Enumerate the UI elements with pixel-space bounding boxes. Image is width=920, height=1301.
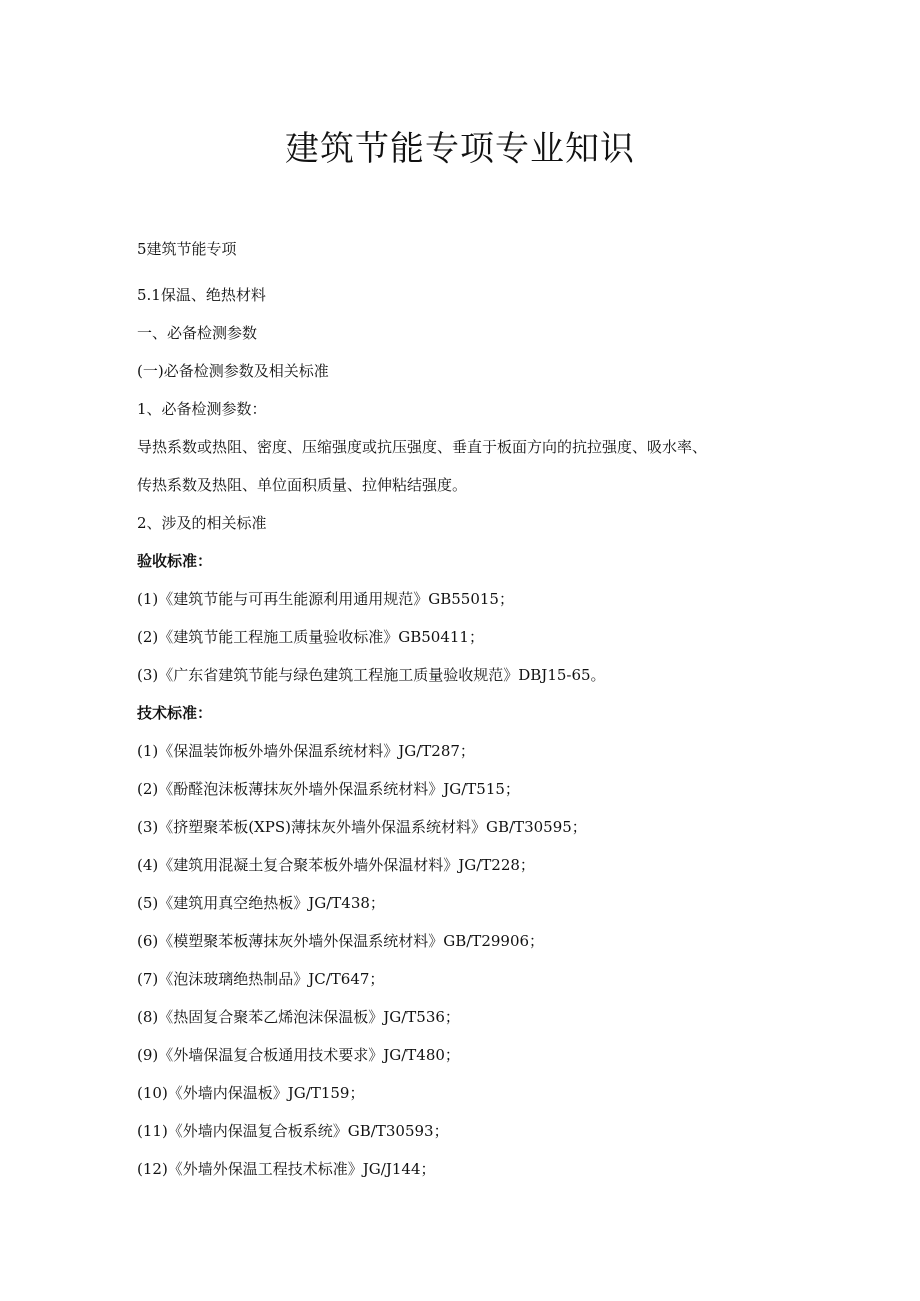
parameters-text-line-1: 导热系数或热阻、密度、压缩强度或抗压强度、垂直于板面方向的抗拉强度、吸水率、 bbox=[137, 438, 708, 456]
technical-standard-item: (2)《酚醛泡沫板薄抹灰外墙外保温系统材料》JG/T515； bbox=[137, 780, 520, 798]
technical-standard-item: (10)《外墙内保温板》JG/T159； bbox=[137, 1084, 365, 1102]
technical-standard-item: (9)《外墙保温复合板通用技术要求》JG/T480； bbox=[137, 1046, 460, 1064]
technical-standard-item: (12)《外墙外保温工程技术标准》JG/J144； bbox=[137, 1160, 436, 1178]
subsection-heading: 5.1保温、绝热材料 bbox=[137, 286, 266, 304]
acceptance-standard-item: (3)《广东省建筑节能与绿色建筑工程施工质量验收规范》DBJ15-65。 bbox=[137, 666, 606, 684]
part-heading: 一、必备检测参数 bbox=[137, 324, 258, 342]
technical-standard-item: (1)《保温装饰板外墙外保温系统材料》JG/T287； bbox=[137, 742, 475, 760]
part-subheading: (一)必备检测参数及相关标准 bbox=[137, 362, 329, 380]
parameters-text-line-2: 传热系数及热阻、单位面积质量、拉伸粘结强度。 bbox=[137, 476, 468, 494]
technical-standards-heading: 技术标准： bbox=[137, 704, 213, 722]
item-heading-standards: 2、涉及的相关标准 bbox=[137, 514, 267, 532]
technical-standard-item: (3)《挤塑聚苯板(XPS)薄抹灰外墙外保温系统材料》GB/T30595； bbox=[137, 818, 587, 836]
acceptance-standard-item: (1)《建筑节能与可再生能源利用通用规范》GB55015； bbox=[137, 590, 514, 608]
acceptance-standard-item: (2)《建筑节能工程施工质量验收标准》GB50411； bbox=[137, 628, 484, 646]
technical-standard-item: (11)《外墙内保温复合板系统》GB/T30593； bbox=[137, 1122, 449, 1140]
technical-standard-item: (4)《建筑用混凝土复合聚苯板外墙外保温材料》JG/T228； bbox=[137, 856, 535, 874]
document-title: 建筑节能专项专业知识 bbox=[285, 129, 635, 169]
technical-standard-item: (7)《泡沫玻璃绝热制品》JC/T647； bbox=[137, 970, 385, 988]
item-heading-parameters: 1、必备检测参数： bbox=[137, 400, 267, 418]
acceptance-standards-heading: 验收标准： bbox=[137, 552, 213, 570]
section-heading: 5建筑节能专项 bbox=[137, 240, 237, 258]
technical-standard-item: (8)《热固复合聚苯乙烯泡沫保温板》JG/T536； bbox=[137, 1008, 460, 1026]
technical-standard-item: (6)《模塑聚苯板薄抹灰外墙外保温系统材料》GB/T29906； bbox=[137, 932, 545, 950]
technical-standard-item: (5)《建筑用真空绝热板》JG/T438； bbox=[137, 894, 385, 912]
